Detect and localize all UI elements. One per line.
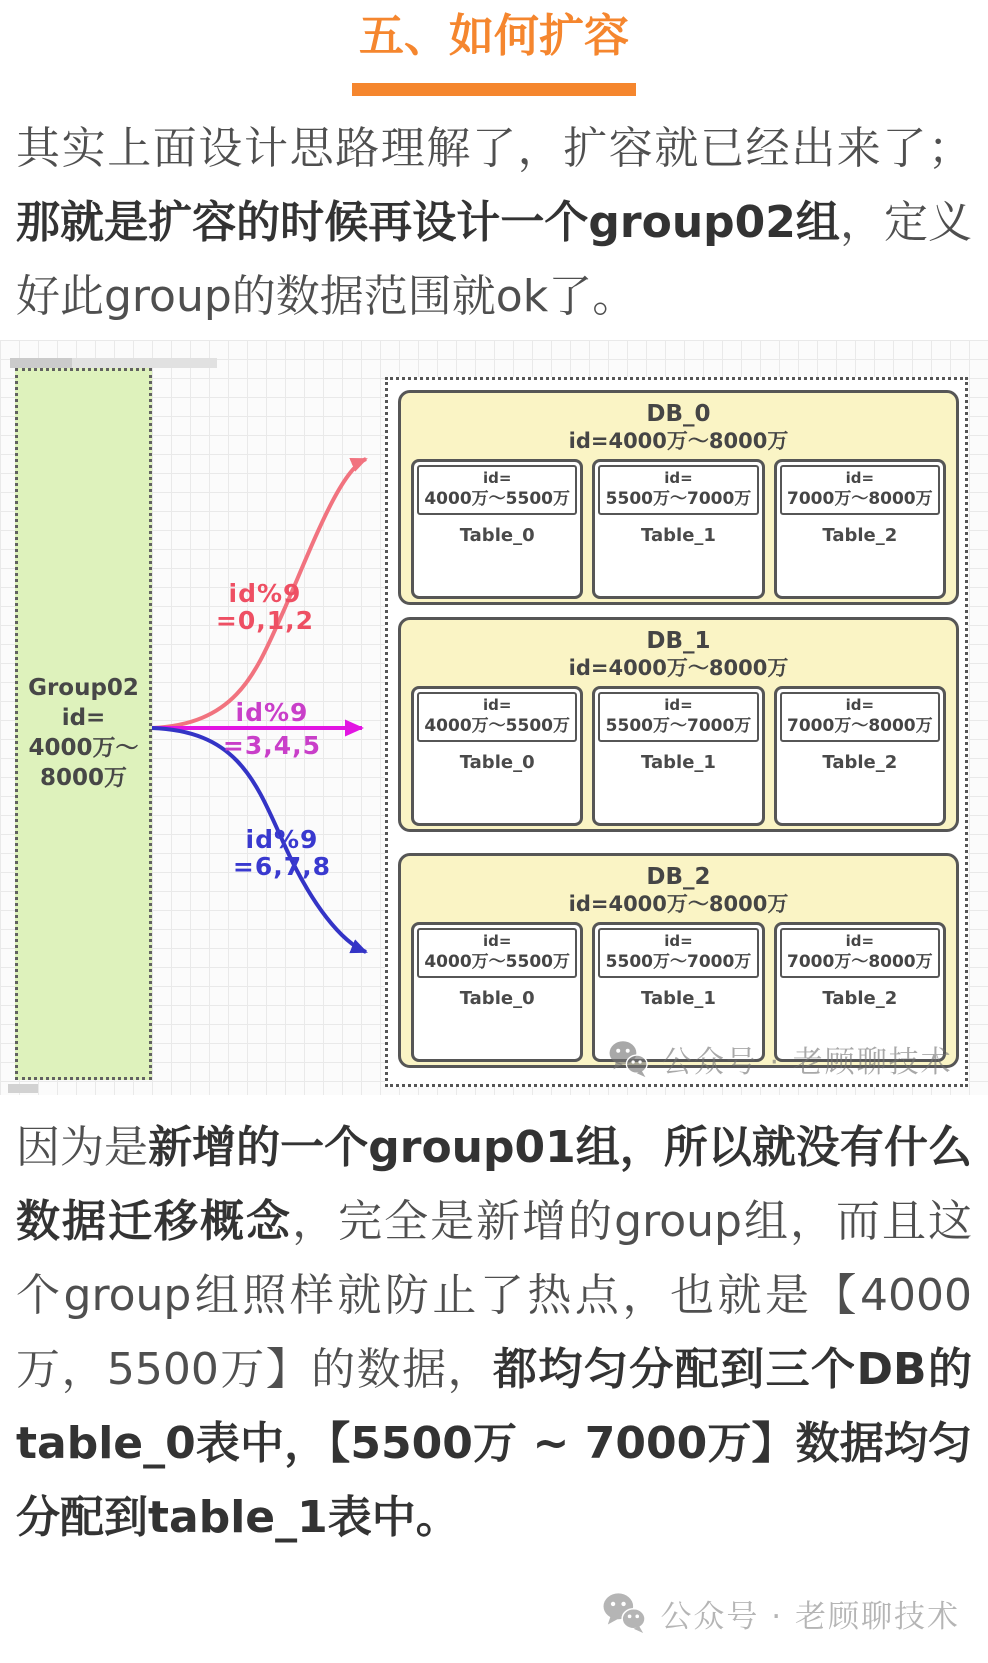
table-id-range: 5500万～7000万 — [605, 488, 752, 509]
group02-label — [18, 673, 149, 793]
footer-watermark-text: 公众号 · 老顾聊技术 — [660, 1598, 960, 1635]
table-id-label: id= — [482, 695, 512, 714]
table-id-label: id= — [845, 695, 875, 714]
arrow-label-mod-6-7-8 — [217, 826, 347, 880]
table-name: Table_0 — [459, 987, 535, 1009]
table-name: Table_1 — [641, 987, 716, 1009]
db-range: id=4000万～8000万 — [568, 428, 789, 453]
text-run: 其实上面设计思路理解了，扩容就已经出来了； — [16, 122, 972, 174]
wechat-icon — [602, 1592, 648, 1634]
table-box — [774, 686, 946, 826]
table-id-label: id= — [482, 931, 512, 950]
footer-watermark — [0, 1591, 960, 1636]
db-range: id=4000万～8000万 — [568, 655, 789, 680]
db-name: DB_2 — [646, 863, 711, 890]
article-page — [0, 10, 988, 1663]
table-id-label: id= — [664, 695, 693, 714]
body-paragraph — [16, 1111, 972, 1555]
table-box — [411, 459, 583, 599]
intro-paragraph — [16, 112, 972, 334]
table-name: Table_2 — [822, 987, 898, 1009]
table-header — [417, 465, 577, 515]
label-line: =3,4,5 — [222, 730, 322, 760]
label-line: id= — [61, 704, 106, 731]
label-line: id%9 — [235, 697, 309, 727]
artifact-strip-bottom — [8, 1084, 38, 1093]
label-line: =0,1,2 — [215, 605, 315, 635]
table-id-range: 7000万～8000万 — [787, 488, 933, 509]
table-id-range: 4000万～5500万 — [424, 715, 570, 736]
sharding-diagram — [0, 340, 988, 1095]
table-id-range: 5500万～7000万 — [605, 715, 752, 736]
db-box — [398, 617, 959, 832]
page-title: 五、如何扩容 — [358, 9, 629, 62]
table-name: Table_0 — [459, 524, 535, 546]
table-header — [780, 692, 940, 742]
diagram-watermark-text: 公众号 · 老顾聊技术 — [662, 1044, 953, 1080]
table-id-label: id= — [664, 468, 693, 487]
table-id-range: 4000万～5500万 — [424, 951, 570, 972]
table-header — [417, 692, 577, 742]
table-id-range: 7000万～8000万 — [787, 951, 933, 972]
db-box — [398, 390, 959, 605]
table-header — [598, 928, 758, 978]
label-line: 4000万～ — [28, 734, 139, 761]
label-line: id%9 — [228, 578, 302, 608]
db-tables-row — [411, 686, 946, 826]
group02-box — [15, 368, 152, 1080]
table-box — [411, 922, 583, 1062]
text-run: ，完全是新增的group组，而且这个group组照样就防止了热点，也就是【4000万，5500万】的数据， — [16, 1195, 973, 1395]
table-name: Table_1 — [641, 751, 716, 773]
table-box — [592, 459, 764, 599]
diagram-watermark — [608, 1037, 953, 1081]
label-line: id%9 — [245, 824, 319, 854]
text-run-bold: 新增的一个group01组，所以就没有什么数据迁移概念 — [16, 1121, 972, 1247]
table-id-range: 7000万～8000万 — [787, 715, 933, 736]
table-name: Table_0 — [459, 751, 535, 773]
arrow-label-mod-0-1-2 — [200, 580, 330, 634]
text-run: ，定义好此group的数据范围就ok了。 — [16, 196, 972, 322]
label-line: Group02 — [28, 674, 139, 701]
table-header — [417, 928, 577, 978]
db-range: id=4000万～8000万 — [568, 891, 789, 916]
table-box — [411, 686, 583, 826]
table-id-range: 4000万～5500万 — [424, 488, 570, 509]
title-underline — [352, 83, 636, 96]
db-name: DB_1 — [646, 627, 711, 654]
table-header — [598, 465, 758, 515]
table-id-label: id= — [845, 931, 875, 950]
table-header — [598, 692, 758, 742]
wechat-icon — [608, 1040, 650, 1078]
table-name: Table_2 — [822, 751, 898, 773]
table-id-label: id= — [482, 468, 512, 487]
text-run-bold: 都均匀分配到三个DB的table_0表中，【5500万 ~ 7000万】数据均匀分配到table_1表中。 — [16, 1343, 972, 1543]
table-header — [780, 465, 940, 515]
arrow-label-mod-3-4-5 — [207, 699, 337, 759]
table-name: Table_2 — [822, 524, 898, 546]
db-name: DB_0 — [646, 400, 711, 427]
table-box — [774, 459, 946, 599]
table-box — [592, 686, 764, 826]
db-group-container — [385, 377, 968, 1087]
db-tables-row — [411, 459, 946, 599]
text-run: 因为是 — [16, 1121, 149, 1173]
db-box — [398, 853, 959, 1068]
table-id-label: id= — [664, 931, 693, 950]
text-run-bold: 那就是扩容的时候再设计一个group02组 — [16, 196, 840, 248]
label-line: 8000万 — [39, 764, 127, 791]
artifact-strip-light — [72, 358, 217, 368]
artifact-strip-dark — [10, 358, 72, 368]
table-id-label: id= — [845, 468, 875, 487]
table-name: Table_1 — [641, 524, 716, 546]
table-header — [780, 928, 940, 978]
table-id-range: 5500万～7000万 — [605, 951, 752, 972]
label-line: =6,7,8 — [232, 851, 332, 881]
